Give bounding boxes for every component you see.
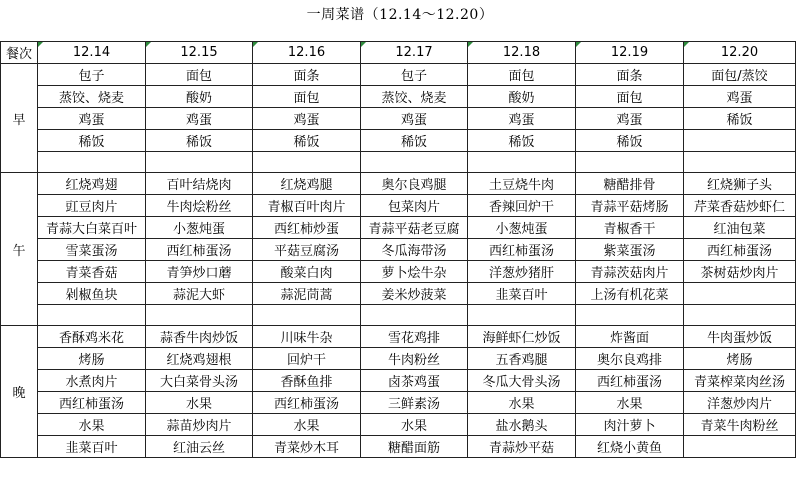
- dish-cell: 青蒜炒平菇: [468, 436, 576, 458]
- dish-cell: 青菜炒木耳: [253, 436, 361, 458]
- dish-cell: 香酥鱼排: [253, 370, 361, 392]
- dish-cell: 三鲜素汤: [361, 392, 468, 414]
- dish-cell: 稀饭: [253, 130, 361, 152]
- dish-cell: [253, 305, 361, 326]
- dish-cell: 稀饭: [684, 108, 796, 130]
- date-header: 12.20: [684, 42, 796, 64]
- dish-cell: [684, 152, 796, 173]
- dish-cell: [468, 152, 576, 173]
- dish-cell: 水果: [468, 392, 576, 414]
- table-row: [1, 348, 796, 370]
- meal-column-header: 餐次: [1, 42, 38, 64]
- dish-cell: 酸菜白肉: [253, 261, 361, 283]
- dish-cell: 炸酱面: [576, 326, 684, 348]
- dish-cell: 红烧小黄鱼: [576, 436, 684, 458]
- dish-cell: 蒸饺、烧麦: [38, 86, 146, 108]
- page-title: 一周菜谱（12.14～12.20）: [306, 7, 494, 23]
- dish-cell: 小葱炖蛋: [146, 217, 253, 239]
- dish-cell: [684, 283, 796, 305]
- dish-cell: 酸奶: [468, 86, 576, 108]
- dish-cell: 面包/蒸饺: [684, 64, 796, 86]
- dish-cell: 面包: [146, 64, 253, 86]
- dish-cell: 香辣回炉干: [468, 195, 576, 217]
- dish-cell: [576, 305, 684, 326]
- dish-cell: 红烧狮子头: [684, 173, 796, 195]
- dish-cell: 鸡蛋: [38, 108, 146, 130]
- dish-cell: 鸡蛋: [468, 108, 576, 130]
- dish-cell: 水煮肉片: [38, 370, 146, 392]
- table-row: [1, 283, 796, 305]
- dish-cell: 包子: [38, 64, 146, 86]
- dish-cell: 小葱炖蛋: [468, 217, 576, 239]
- dish-cell: 鸡蛋: [576, 108, 684, 130]
- dish-cell: [361, 305, 468, 326]
- dish-cell: 萝卜烩牛杂: [361, 261, 468, 283]
- table-row: [1, 86, 796, 108]
- dish-cell: 肉汁萝卜: [576, 414, 684, 436]
- dish-cell: 蒜苗炒肉片: [146, 414, 253, 436]
- dish-cell: 姜米炒菠菜: [361, 283, 468, 305]
- dish-cell: [146, 305, 253, 326]
- date-header: 12.18: [468, 42, 576, 64]
- dish-cell: 洋葱炒肉片: [684, 392, 796, 414]
- dish-cell: 回炉干: [253, 348, 361, 370]
- dish-cell: 青菜牛肉粉丝: [684, 414, 796, 436]
- dish-cell: [468, 305, 576, 326]
- meal-label: 晚: [1, 326, 38, 458]
- dish-cell: 面条: [576, 64, 684, 86]
- dish-cell: 牛肉烩粉丝: [146, 195, 253, 217]
- dish-cell: 雪花鸡排: [361, 326, 468, 348]
- dish-cell: 稀饭: [576, 130, 684, 152]
- dish-cell: 稀饭: [38, 130, 146, 152]
- dish-cell: [684, 436, 796, 458]
- dish-cell: 蒜香牛肉炒饭: [146, 326, 253, 348]
- dish-cell: 奥尔良鸡腿: [361, 173, 468, 195]
- dish-cell: 水果: [576, 392, 684, 414]
- dish-cell: 酸奶: [146, 86, 253, 108]
- dish-cell: 鸡蛋: [684, 86, 796, 108]
- table-row: [1, 152, 796, 173]
- table-row: [1, 195, 796, 217]
- dish-cell: 西红柿蛋汤: [468, 239, 576, 261]
- dish-cell: 青蒜大白菜百叶: [38, 217, 146, 239]
- dish-cell: 鸡蛋: [146, 108, 253, 130]
- dish-cell: 青椒香干: [576, 217, 684, 239]
- dish-cell: 卤茶鸡蛋: [361, 370, 468, 392]
- dish-cell: [38, 152, 146, 173]
- dish-cell: [576, 152, 684, 173]
- dish-cell: 面包: [576, 86, 684, 108]
- dish-cell: 豇豆肉片: [38, 195, 146, 217]
- dish-cell: 韭菜百叶: [38, 436, 146, 458]
- dish-cell: [684, 305, 796, 326]
- dish-cell: 水果: [38, 414, 146, 436]
- dish-cell: 青菜香菇: [38, 261, 146, 283]
- dish-cell: 包子: [361, 64, 468, 86]
- dish-cell: 紫菜蛋汤: [576, 239, 684, 261]
- table-row: [1, 370, 796, 392]
- menu-table: [0, 41, 796, 458]
- dish-cell: 鸡蛋: [361, 108, 468, 130]
- dish-cell: 鸡蛋: [253, 108, 361, 130]
- table-row: [1, 326, 796, 348]
- dish-cell: 青蒜平菇烤肠: [576, 195, 684, 217]
- date-header: 12.17: [361, 42, 468, 64]
- dish-cell: 包菜肉片: [361, 195, 468, 217]
- dish-cell: 红油云丝: [146, 436, 253, 458]
- table-row: [1, 392, 796, 414]
- dish-cell: 青菜榨菜肉丝汤: [684, 370, 796, 392]
- table-row: [1, 108, 796, 130]
- dish-cell: [146, 152, 253, 173]
- dish-cell: 蒸饺、烧麦: [361, 86, 468, 108]
- dish-cell: 西红柿蛋汤: [38, 392, 146, 414]
- dish-cell: 西红柿蛋汤: [684, 239, 796, 261]
- dish-cell: 糖醋面筋: [361, 436, 468, 458]
- dish-cell: [253, 152, 361, 173]
- dish-cell: 水果: [361, 414, 468, 436]
- dish-cell: 面条: [253, 64, 361, 86]
- dish-cell: 烤肠: [684, 348, 796, 370]
- dish-cell: 五香鸡腿: [468, 348, 576, 370]
- dish-cell: 土豆烧牛肉: [468, 173, 576, 195]
- table-row: [1, 414, 796, 436]
- table-row: [1, 261, 796, 283]
- table-row: [1, 436, 796, 458]
- dish-cell: 西红柿蛋汤: [576, 370, 684, 392]
- dish-cell: 青蒜茨菇肉片: [576, 261, 684, 283]
- dish-cell: 牛肉蛋炒饭: [684, 326, 796, 348]
- table-row: [1, 173, 796, 195]
- dish-cell: [38, 305, 146, 326]
- dish-cell: 青蒜平菇老豆腐: [361, 217, 468, 239]
- dish-cell: 雪菜蛋汤: [38, 239, 146, 261]
- dish-cell: 稀饭: [468, 130, 576, 152]
- dish-cell: 红烧鸡翅: [38, 173, 146, 195]
- table-row: [1, 239, 796, 261]
- dish-cell: 西红柿蛋汤: [146, 239, 253, 261]
- dish-cell: 红烧鸡腿: [253, 173, 361, 195]
- dish-cell: 芹菜香菇炒虾仁: [684, 195, 796, 217]
- meal-label: 早: [1, 64, 38, 173]
- dish-cell: 烤肠: [38, 348, 146, 370]
- header-row: [1, 42, 796, 64]
- dish-cell: 糖醋排骨: [576, 173, 684, 195]
- dish-cell: 红烧鸡翅根: [146, 348, 253, 370]
- meal-label: 午: [1, 173, 38, 326]
- date-header: 12.14: [38, 42, 146, 64]
- dish-cell: 稀饭: [146, 130, 253, 152]
- dish-cell: 西红柿炒蛋: [253, 217, 361, 239]
- table-row: [1, 64, 796, 86]
- dish-cell: 香酥鸡米花: [38, 326, 146, 348]
- dish-cell: 海鲜虾仁炒饭: [468, 326, 576, 348]
- dish-cell: 水果: [146, 392, 253, 414]
- dish-cell: 韭菜百叶: [468, 283, 576, 305]
- dish-cell: [361, 152, 468, 173]
- dish-cell: 青笋炒口蘑: [146, 261, 253, 283]
- date-header: 12.19: [576, 42, 684, 64]
- table-row: [1, 305, 796, 326]
- dish-cell: 蒜泥大虾: [146, 283, 253, 305]
- dish-cell: 面包: [253, 86, 361, 108]
- dish-cell: 红油包菜: [684, 217, 796, 239]
- dish-cell: 稀饭: [361, 130, 468, 152]
- dish-cell: 水果: [253, 414, 361, 436]
- dish-cell: 奥尔良鸡排: [576, 348, 684, 370]
- dish-cell: 上汤有机花菜: [576, 283, 684, 305]
- dish-cell: 西红柿蛋汤: [253, 392, 361, 414]
- dish-cell: 剁椒鱼块: [38, 283, 146, 305]
- date-header: 12.16: [253, 42, 361, 64]
- dish-cell: 洋葱炒猪肝: [468, 261, 576, 283]
- dish-cell: 大白菜骨头汤: [146, 370, 253, 392]
- dish-cell: 平菇豆腐汤: [253, 239, 361, 261]
- dish-cell: 牛肉粉丝: [361, 348, 468, 370]
- table-row: [1, 130, 796, 152]
- dish-cell: 茶树菇炒肉片: [684, 261, 796, 283]
- date-header: 12.15: [146, 42, 253, 64]
- dish-cell: 川味牛杂: [253, 326, 361, 348]
- dish-cell: 青椒百叶肉片: [253, 195, 361, 217]
- dish-cell: 蒜泥茼蒿: [253, 283, 361, 305]
- dish-cell: 冬瓜海带汤: [361, 239, 468, 261]
- dish-cell: 百叶结烧肉: [146, 173, 253, 195]
- dish-cell: 冬瓜大骨头汤: [468, 370, 576, 392]
- dish-cell: 面包: [468, 64, 576, 86]
- dish-cell: 盐水鹅头: [468, 414, 576, 436]
- table-row: [1, 217, 796, 239]
- dish-cell: [684, 130, 796, 152]
